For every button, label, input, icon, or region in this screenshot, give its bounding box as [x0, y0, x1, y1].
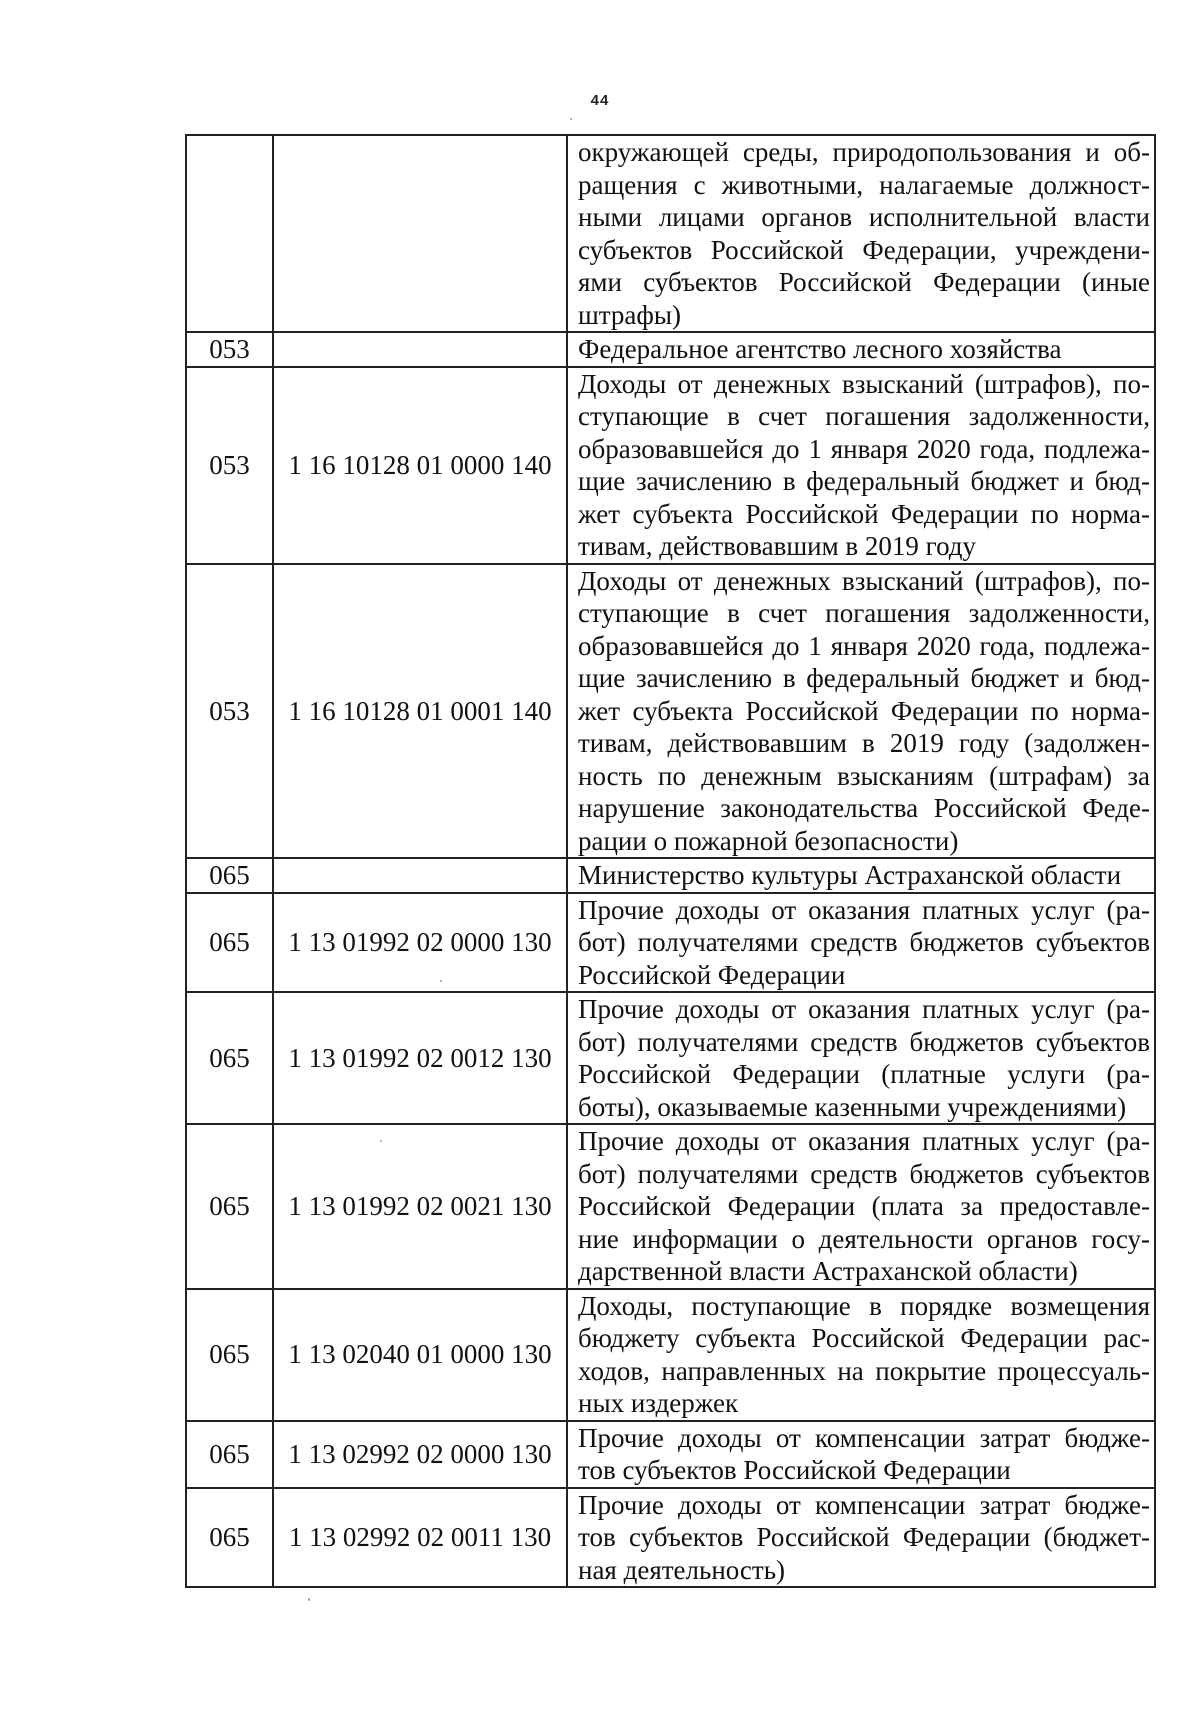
description-line: образовавшейся до 1 января 2020 года, подлежа-	[578, 630, 1150, 661]
description-line: окружающей среды, природопользования и об-	[578, 137, 1150, 167]
table-row	[186, 1421, 1155, 1488]
table-row	[186, 332, 1155, 367]
table-row	[186, 367, 1155, 564]
description-line: щие зачислению в федеральный бюджет и бюд-	[578, 663, 1150, 693]
admin-code-cell: 065	[186, 893, 273, 993]
description-line: тивам, действовавшим в 2019 году (задолжен-	[578, 728, 1150, 758]
description-line: ная деятельность)	[578, 1554, 786, 1585]
description-line: бот) получателями средств бюджетов субъектов	[578, 1026, 1150, 1057]
admin-code-cell: 065	[186, 1124, 273, 1289]
description-line: субъектов Российской Федерации, учреждени-	[578, 234, 1150, 265]
scan-speck	[308, 1598, 310, 1601]
description-line: Прочие доходы от компенсации затрат бюдже-	[578, 1489, 1150, 1520]
description-line: жет субъекта Российской Федерации по норма-	[578, 695, 1150, 726]
description-cell	[567, 858, 1155, 893]
budget-classification-code-cell: 1 13 02992 02 0000 130	[273, 1421, 567, 1488]
budget-classification-code-cell	[273, 135, 567, 332]
description-line: Доходы от денежных взысканий (штрафов), по-	[578, 368, 1150, 399]
budget-classification-code-cell: 1 13 01992 02 0000 130	[273, 893, 567, 993]
budget-classification-code-cell: 1 13 01992 02 0012 130	[273, 992, 567, 1124]
description-line: ями субъектов Российской Федерации (иные	[578, 267, 1150, 297]
description-line: нарушение законодательства Российской Феде-	[578, 793, 1150, 823]
description-cell	[567, 367, 1155, 564]
budget-classification-code-cell: 1 16 10128 01 0000 140	[273, 367, 567, 564]
description-line: Прочие доходы от оказания платных услуг (ра-	[578, 994, 1150, 1024]
budget-classification-code-cell: 1 13 02992 02 0011 130	[273, 1488, 567, 1588]
description-line: ных издержек	[578, 1388, 739, 1418]
description-line: тов субъектов Российской Федерации	[578, 1455, 1011, 1485]
description-line: Федеральное агентство лесного хозяйства	[578, 334, 1062, 364]
table-row	[186, 1289, 1155, 1421]
description-line: образовавшейся до 1 января 2020 года, подлежа-	[578, 433, 1150, 464]
description-line: щие зачислению в федеральный бюджет и бюд-	[578, 466, 1150, 496]
description-line: Прочие доходы от компенсации затрат бюдже-	[578, 1422, 1150, 1453]
description-line: тов субъектов Российской Федерации (бюджет-	[578, 1522, 1150, 1552]
description-line: ность по денежным взысканиям (штрафам) за	[578, 760, 1150, 791]
description-cell	[567, 1289, 1155, 1421]
budget-classification-code-cell	[273, 332, 567, 367]
admin-code-cell: 053	[186, 332, 273, 367]
table-row	[186, 893, 1155, 993]
table-row	[186, 135, 1155, 332]
scan-speck	[380, 1140, 382, 1142]
description-cell	[567, 135, 1155, 332]
description-line: ступающие в счет погашения задолженности,	[578, 401, 1150, 431]
description-cell	[567, 564, 1155, 859]
description-line: бот) получателями средств бюджетов субъектов	[578, 927, 1150, 957]
admin-code-cell: 065	[186, 992, 273, 1124]
budget-classification-code-cell: 1 13 01992 02 0021 130	[273, 1124, 567, 1289]
scan-speck	[440, 980, 442, 982]
table-row	[186, 1488, 1155, 1588]
description-line: Министерство культуры Астраханской области	[578, 860, 1122, 890]
admin-code-cell	[186, 135, 273, 332]
admin-code-cell: 065	[186, 858, 273, 893]
description-line: ходов, направленных на покрытие процессуаль-	[578, 1355, 1150, 1386]
admin-code-cell: 065	[186, 1289, 273, 1421]
description-line: бот) получателями средств бюджетов субъектов	[578, 1158, 1150, 1189]
description-line: Российской Федерации	[578, 959, 846, 990]
description-line: Российской Федерации (плата за предоставле-	[578, 1191, 1150, 1221]
description-line: ступающие в счет погашения задолженности,	[578, 598, 1150, 628]
page-number: 44	[590, 92, 610, 109]
budget-classification-code-cell: 1 16 10128 01 0001 140	[273, 564, 567, 859]
description-line: Российской Федерации (платные услуги (ра-	[578, 1059, 1150, 1089]
budget-classification-code-cell: 1 13 02040 01 0000 130	[273, 1289, 567, 1421]
description-line: боты), оказываемые казенными учреждениями)	[578, 1091, 1127, 1122]
description-cell	[567, 1421, 1155, 1488]
revenue-codes-table	[185, 134, 1156, 1588]
description-line: Доходы от денежных взысканий (штрафов), по-	[578, 565, 1150, 596]
description-cell	[567, 1488, 1155, 1588]
description-line: тивам, действовавшим в 2019 году	[578, 531, 977, 561]
description-line: бюджету субъекта Российской Федерации рас-	[578, 1323, 1150, 1353]
description-line: жет субъекта Российской Федерации по норма-	[578, 498, 1150, 529]
description-line: Прочие доходы от оказания платных услуг (ра-	[578, 894, 1150, 925]
table-body	[186, 135, 1155, 1587]
table-row	[186, 992, 1155, 1124]
description-line: ными лицами органов исполнительной власти	[578, 202, 1150, 232]
description-line: Прочие доходы от оказания платных услуг (ра-	[578, 1126, 1150, 1156]
description-cell	[567, 332, 1155, 367]
table-row	[186, 564, 1155, 859]
description-line: дарственной власти Астраханской области)	[578, 1256, 1078, 1286]
description-line: рации о пожарной безопасности)	[578, 825, 959, 856]
admin-code-cell: 053	[186, 564, 273, 859]
table-row	[186, 1124, 1155, 1289]
description-cell	[567, 893, 1155, 993]
description-line: ращения с животными, налагаемые должност-	[578, 169, 1150, 200]
scan-speck	[570, 118, 572, 120]
description-line: ние информации о деятельности органов госу-	[578, 1223, 1150, 1254]
admin-code-cell: 053	[186, 367, 273, 564]
description-cell	[567, 1124, 1155, 1289]
admin-code-cell: 065	[186, 1488, 273, 1588]
description-line: Доходы, поступающие в порядке возмещения	[578, 1290, 1150, 1321]
table-row	[186, 858, 1155, 893]
budget-classification-code-cell	[273, 858, 567, 893]
description-line: штрафы)	[578, 299, 682, 330]
admin-code-cell: 065	[186, 1421, 273, 1488]
description-cell	[567, 992, 1155, 1124]
